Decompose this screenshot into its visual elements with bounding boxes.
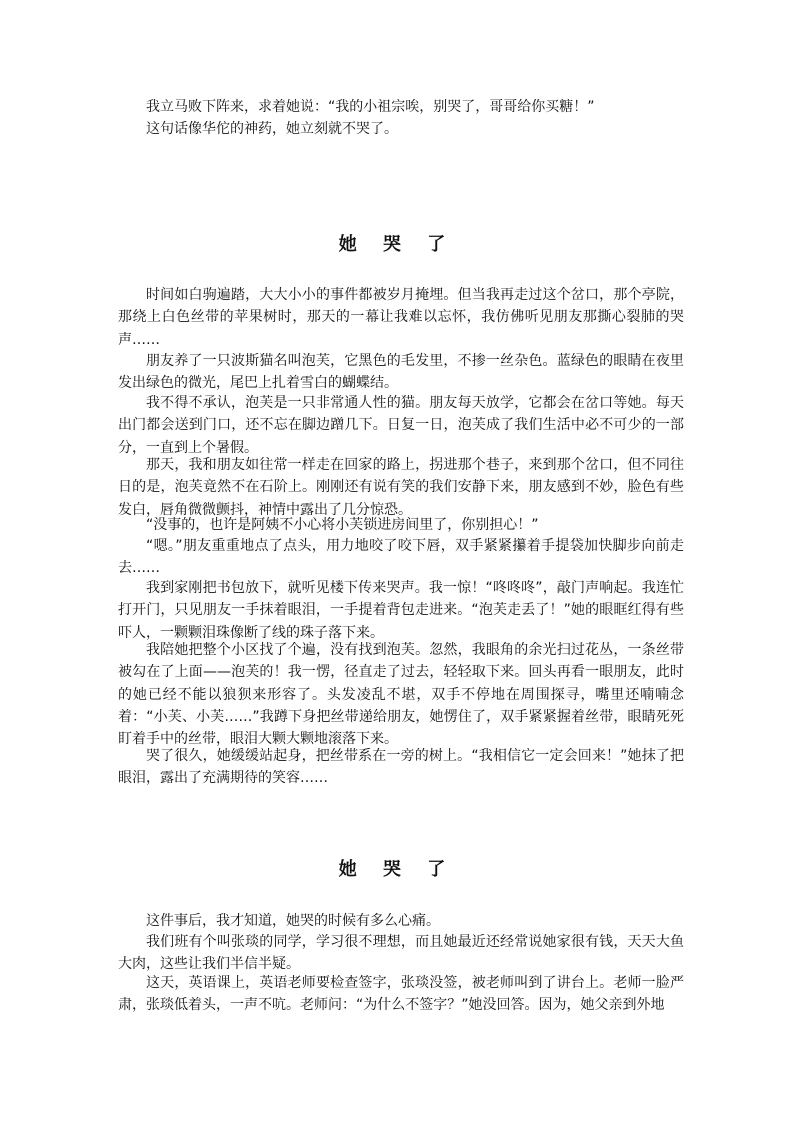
section-title: 她 哭 了 (338, 859, 456, 880)
paragraph: 哭了很久，她缓缓站起身，把丝带系在一旁的树上。“我相信它一定会回来！”她抹了把眼泪，露出了充满期待的笑容…… (118, 748, 684, 787)
section-title: 她 哭 了 (338, 234, 456, 255)
paragraph: 我不得不承认，泡芙是一只非常通人性的猫。朋友每天放学，它都会在岔口等她。每天出门都会送到门口，还不忘在脚边蹭几下。日复一日，泡芙成了我们生活中必不可少的一部分，一直到上个暑假。 (118, 395, 684, 456)
paragraph: 我陪她把整个小区找了个遍，没有找到泡芙。忽然，我眼角的余光扫过花丛，一条丝带被勾在了上面——泡芙的！我一愣，径直走了过去，轻轻取下来。回头再看一眼朋友，此时的她已经不能以狼狈来形容了。头发凌乱不堪，双手不停地在周围探寻，嘴里还喃喃念着：“小芙、小芙……”我蹲下身把丝带递给朋友，她愣住了，双手紧紧握着丝带，眼睛死死盯着手中的丝带，眼泪大颗大颗地滚落下来。 (118, 642, 684, 748)
paragraph: 那天，我和朋友如往常一样走在回家的路上，拐进那个巷子，来到那个岔口，但不同往日的是，泡芙竟然不在石阶上。刚刚还有说有笑的我们安静下来，朋友感到不妙，脸色有些发白，唇角微微颤抖，神情中露出了几分惊恐。 (118, 457, 684, 518)
paragraph: 这件事后，我才知道，她哭的时候有多么心痛。 (146, 913, 440, 929)
paragraph: 我立马败下阵来，求着她说：“我的小祖宗唉，别哭了，哥哥给你买糖！” (146, 99, 595, 115)
paragraph: 我到家刚把书包放下，就听见楼下传来哭声。我一惊！“咚咚咚”，敲门声响起。我连忙打开门，只见朋友一手抹着眼泪，一手提着背包走进来。“泡芙走丢了！”她的眼眶红得有些吓人，一颗颗泪珠像断了线的珠子落下来。 (118, 580, 684, 641)
paragraph: “嗯。”朋友重重地点了点头，用力地咬了咬下唇，双手紧紧攥着手提袋加快脚步向前走去…… (118, 538, 684, 577)
paragraph: 朋友养了一只波斯猫名叫泡芙，它黑色的毛发里，不掺一丝杂色。蓝绿色的眼睛在夜里发出绿色的微光，尾巴上扎着雪白的蝴蝶结。 (118, 353, 684, 392)
paragraph: 这天，英语课上，英语老师要检查签字，张琰没签，被老师叫到了讲台上。老师一脸严肃，张琰低着头，一声不吭。老师问：“为什么不签字？”她没回答。因为，她父亲到外地 (118, 975, 684, 1014)
paragraph: “没事的，也许是阿姨不小心将小芙锁进房间里了，你别担心！” (146, 517, 539, 533)
paragraph: 我们班有个叫张琰的同学，学习很不理想，而且她最近还经常说她家很有钱，天天大鱼大肉，这些让我们半信半疑。 (118, 934, 684, 973)
paragraph: 时间如白驹遍踏，大大小小的事件都被岁月掩埋。但当我再走过这个岔口，那个亭院，那绕上白色丝带的苹果树时，那天的一幕让我难以忘怀，我仿佛听见朋友那撕心裂肺的哭声…… (118, 287, 684, 348)
paragraph: 这句话像华佗的神药，她立刻就不哭了。 (146, 121, 398, 137)
